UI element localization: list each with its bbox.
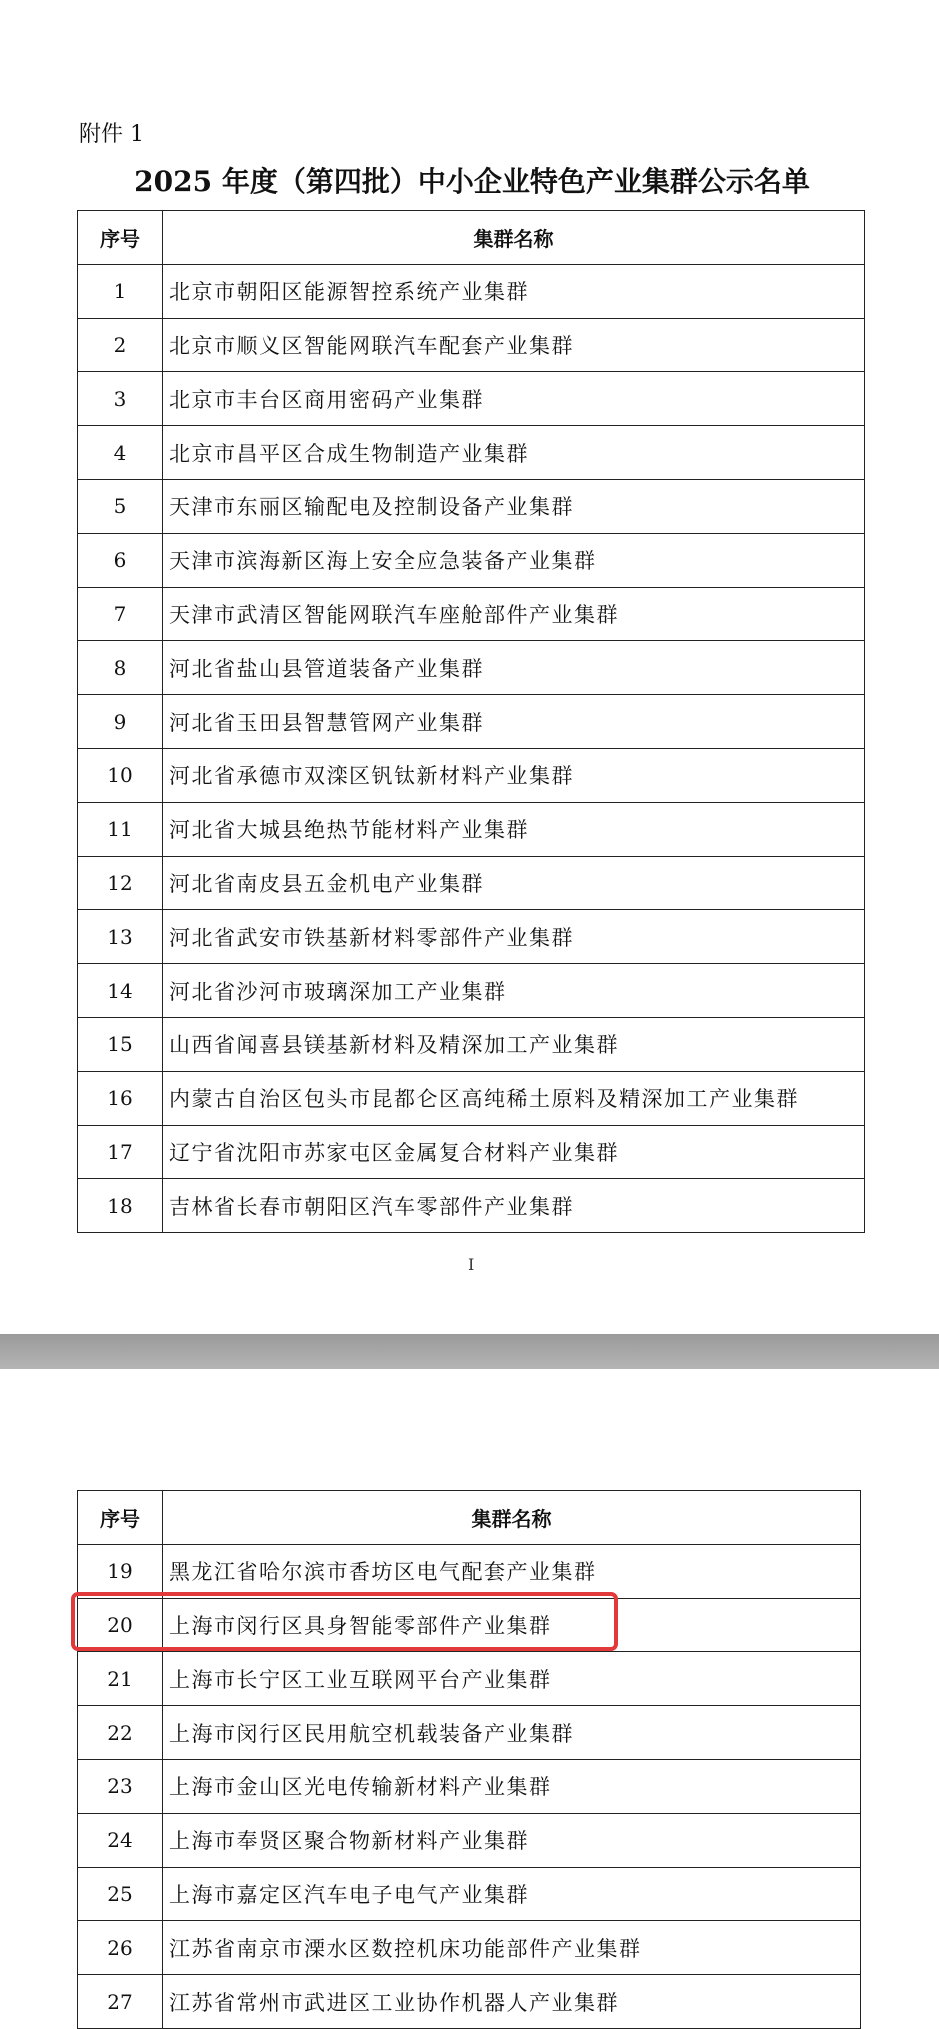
cluster-table-page-1	[77, 210, 865, 1233]
row-cluster-name: 天津市武清区智能网联汽车座舱部件产业集群	[163, 587, 865, 641]
table-row	[78, 1017, 865, 1071]
row-seq: 5	[78, 479, 163, 533]
table-row	[78, 318, 865, 372]
row-seq: 1	[78, 264, 163, 318]
document-title: 2025 年度（第四批）中小企业特色产业集群公示名单	[134, 165, 810, 198]
row-seq: 16	[78, 1071, 163, 1125]
row-cluster-name: 天津市东丽区输配电及控制设备产业集群	[163, 479, 865, 533]
row-seq: 7	[78, 587, 163, 641]
row-seq: 25	[78, 1867, 163, 1921]
row-cluster-name: 上海市闵行区具身智能零部件产业集群	[163, 1598, 861, 1652]
table-row	[78, 856, 865, 910]
table-row	[78, 641, 865, 695]
row-cluster-name: 河北省盐山县管道装备产业集群	[163, 641, 865, 695]
row-seq: 15	[78, 1017, 163, 1071]
table-row	[78, 1125, 865, 1179]
table-row	[78, 1706, 861, 1760]
table-row	[78, 1179, 865, 1233]
row-cluster-name: 上海市长宁区工业互联网平台产业集群	[163, 1652, 861, 1706]
row-seq: 21	[78, 1652, 163, 1706]
table-row	[78, 1652, 861, 1706]
row-cluster-name: 河北省玉田县智慧管网产业集群	[163, 695, 865, 749]
table-row	[78, 587, 865, 641]
table-row	[78, 802, 865, 856]
row-seq: 27	[78, 1975, 163, 2029]
table-row	[78, 1975, 861, 2029]
header-name: 集群名称	[163, 211, 865, 265]
row-seq: 11	[78, 802, 163, 856]
row-cluster-name: 北京市丰台区商用密码产业集群	[163, 372, 865, 426]
table-row	[78, 1071, 865, 1125]
row-seq: 6	[78, 533, 163, 587]
row-cluster-name: 北京市昌平区合成生物制造产业集群	[163, 426, 865, 480]
row-seq: 4	[78, 426, 163, 480]
row-seq: 14	[78, 964, 163, 1018]
table-row	[78, 748, 865, 802]
row-cluster-name: 上海市闵行区民用航空机载装备产业集群	[163, 1706, 861, 1760]
row-seq: 18	[78, 1179, 163, 1233]
row-cluster-name: 上海市奉贤区聚合物新材料产业集群	[163, 1813, 861, 1867]
row-cluster-name: 北京市顺义区智能网联汽车配套产业集群	[163, 318, 865, 372]
row-cluster-name: 山西省闻喜县镁基新材料及精深加工产业集群	[163, 1017, 865, 1071]
table-row	[78, 479, 865, 533]
attachment-label: 附件 1	[79, 122, 144, 147]
row-cluster-name: 内蒙古自治区包头市昆都仑区高纯稀土原料及精深加工产业集群	[163, 1071, 865, 1125]
row-seq: 2	[78, 318, 163, 372]
table-row	[78, 372, 865, 426]
page-separator	[0, 1334, 939, 1369]
table-row	[78, 1813, 861, 1867]
table-row	[78, 695, 865, 749]
row-cluster-name: 江苏省常州市武进区工业协作机器人产业集群	[163, 1975, 861, 2029]
row-seq: 10	[78, 748, 163, 802]
table-header-row	[78, 1491, 861, 1545]
row-seq: 22	[78, 1706, 163, 1760]
row-cluster-name: 河北省武安市铁基新材料零部件产业集群	[163, 910, 865, 964]
row-cluster-name: 江苏省南京市溧水区数控机床功能部件产业集群	[163, 1921, 861, 1975]
document-page-2	[0, 1369, 939, 2020]
table-row	[78, 1867, 861, 1921]
row-cluster-name: 吉林省长春市朝阳区汽车零部件产业集群	[163, 1179, 865, 1233]
table-header-row	[78, 211, 865, 265]
table-row	[78, 964, 865, 1018]
header-seq: 序号	[78, 211, 163, 265]
row-seq: 13	[78, 910, 163, 964]
row-seq: 9	[78, 695, 163, 749]
row-cluster-name: 河北省南皮县五金机电产业集群	[163, 856, 865, 910]
header-seq: 序号	[78, 1491, 163, 1545]
table-row	[78, 426, 865, 480]
row-seq: 23	[78, 1759, 163, 1813]
row-cluster-name: 黑龙江省哈尔滨市香坊区电气配套产业集群	[163, 1544, 861, 1598]
table-row	[78, 533, 865, 587]
page-number-mark: I	[468, 1255, 475, 1274]
cluster-table-page-2	[77, 1490, 861, 2029]
table-row	[78, 910, 865, 964]
row-seq: 19	[78, 1544, 163, 1598]
table-row	[78, 264, 865, 318]
row-seq: 8	[78, 641, 163, 695]
row-cluster-name: 上海市金山区光电传输新材料产业集群	[163, 1759, 861, 1813]
row-cluster-name: 北京市朝阳区能源智控系统产业集群	[163, 264, 865, 318]
row-cluster-name: 辽宁省沈阳市苏家屯区金属复合材料产业集群	[163, 1125, 865, 1179]
table-row	[78, 1921, 861, 1975]
row-cluster-name: 上海市嘉定区汽车电子电气产业集群	[163, 1867, 861, 1921]
row-seq: 24	[78, 1813, 163, 1867]
row-seq: 20	[78, 1598, 163, 1652]
row-cluster-name: 河北省大城县绝热节能材料产业集群	[163, 802, 865, 856]
row-cluster-name: 天津市滨海新区海上安全应急装备产业集群	[163, 533, 865, 587]
row-cluster-name: 河北省承德市双滦区钒钛新材料产业集群	[163, 748, 865, 802]
row-seq: 26	[78, 1921, 163, 1975]
header-name: 集群名称	[163, 1491, 861, 1545]
row-seq: 17	[78, 1125, 163, 1179]
table-row	[78, 1544, 861, 1598]
row-cluster-name: 河北省沙河市玻璃深加工产业集群	[163, 964, 865, 1018]
highlight-box-row-20	[71, 1592, 618, 1651]
row-seq: 12	[78, 856, 163, 910]
table-row	[78, 1759, 861, 1813]
row-seq: 3	[78, 372, 163, 426]
